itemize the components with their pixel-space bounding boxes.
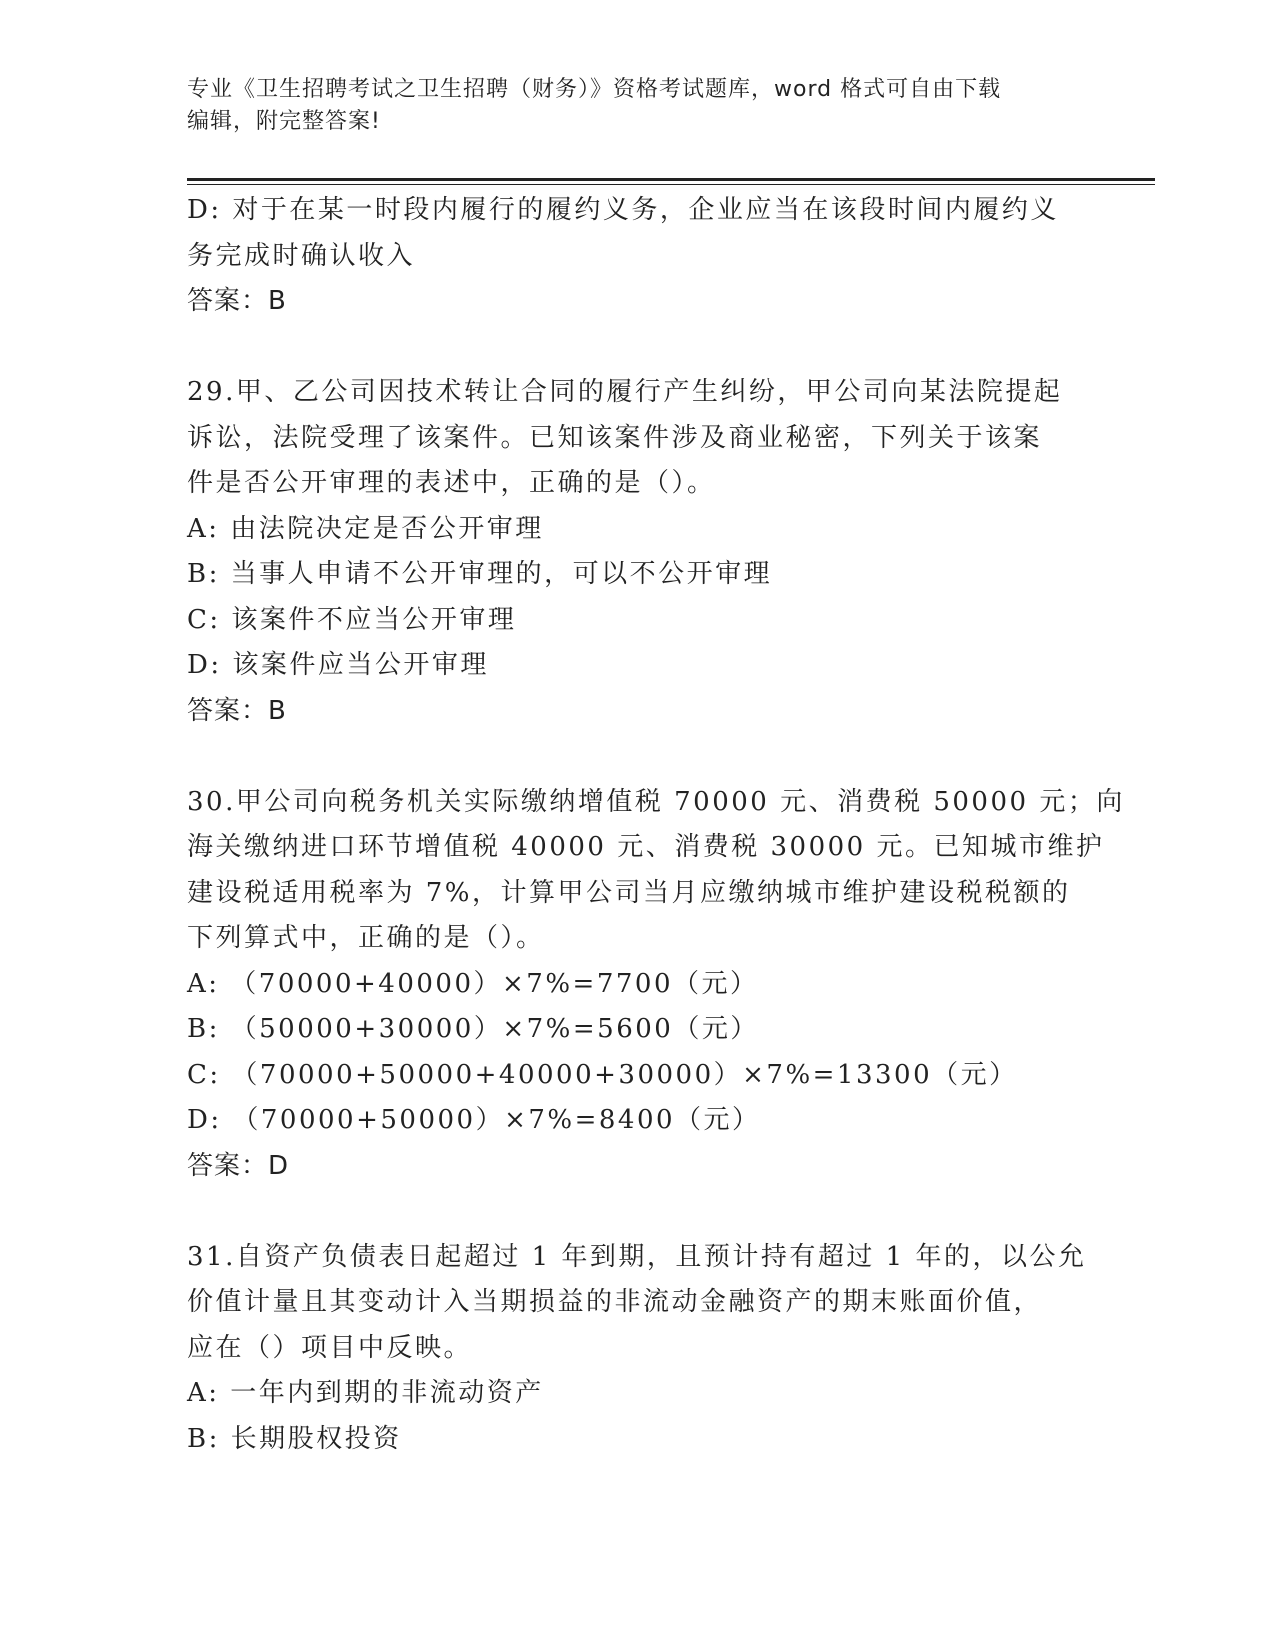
question-stem: 29.甲、乙公司因技术转让合同的履行产生纠纷，甲公司向某法院提起 [187,377,1063,407]
option-d: D: （70000+50000）×7%=8400（元） [187,1105,761,1135]
header-rule-thin [187,184,1155,185]
option-b: B: 当事人申请不公开审理的，可以不公开审理 [187,559,773,589]
question-block-prev [187,188,1087,325]
option-d: D: 对于在某一时段内履行的履约义务，企业应当在该段时间内履约义 [187,195,1059,225]
question-block-31 [187,1235,1087,1463]
question-block-29 [187,370,1087,734]
spacer [187,734,1087,780]
question-stem: 30.甲公司向税务机关实际缴纳增值税 70000 元、消费税 50000 元；向 [187,786,1125,817]
question-stem: 下列算式中，正确的是（）。 [187,923,545,953]
header-rule-thick [187,178,1155,181]
spacer [187,1189,1087,1235]
answer-label: 答案：D [187,1150,290,1181]
question-stem: 应在（）项目中反映。 [187,1332,473,1363]
question-stem: 价值计量且其变动计入当期损益的非流动金融资产的期末账面价值， [187,1287,1043,1317]
question-stem: 诉讼，法院受理了该案件。已知该案件涉及商业秘密，下列关于该案 [187,422,1043,453]
option-c: C: （70000+50000+40000+30000）×7%=13300（元） [187,1059,1018,1090]
option-c: C: 该案件不应当公开审理 [187,604,517,635]
answer-label: 答案：B [187,286,287,316]
question-stem: 建设税适用税率为 7%，计算甲公司当月应缴纳城市维护建设税税额的 [187,877,1071,908]
spacer [187,325,1087,371]
header-line-1: 专业《卫生招聘考试之卫生招聘（财务）》资格考试题库，word 格式可自由下载 [187,77,1002,102]
document-header [187,74,1087,138]
option-a: A: 一年内到期的非流动资产 [187,1378,544,1408]
option-b: B: 长期股权投资 [187,1423,402,1454]
option-d-continued: 务完成时确认收入 [187,240,416,271]
option-a: A: 由法院决定是否公开审理 [187,513,544,544]
header-line-2: 编辑，附完整答案! [187,109,381,134]
option-a: A: （70000+40000）×7%=7700（元） [187,968,759,999]
question-stem: 31.自资产负债表日起超过 1 年到期，且预计持有超过 1 年的，以公允 [187,1241,1087,1272]
answer-label: 答案：B [187,695,287,726]
document-body [187,188,1125,1462]
option-d: D: 该案件应当公开审理 [187,650,489,680]
question-stem: 海关缴纳进口环节增值税 40000 元、消费税 30000 元。已知城市维护 [187,832,1105,862]
question-stem: 件是否公开审理的表述中，正确的是（）。 [187,468,716,498]
question-block-30 [187,780,1125,1190]
option-b: B: （50000+30000）×7%=5600（元） [187,1014,759,1044]
